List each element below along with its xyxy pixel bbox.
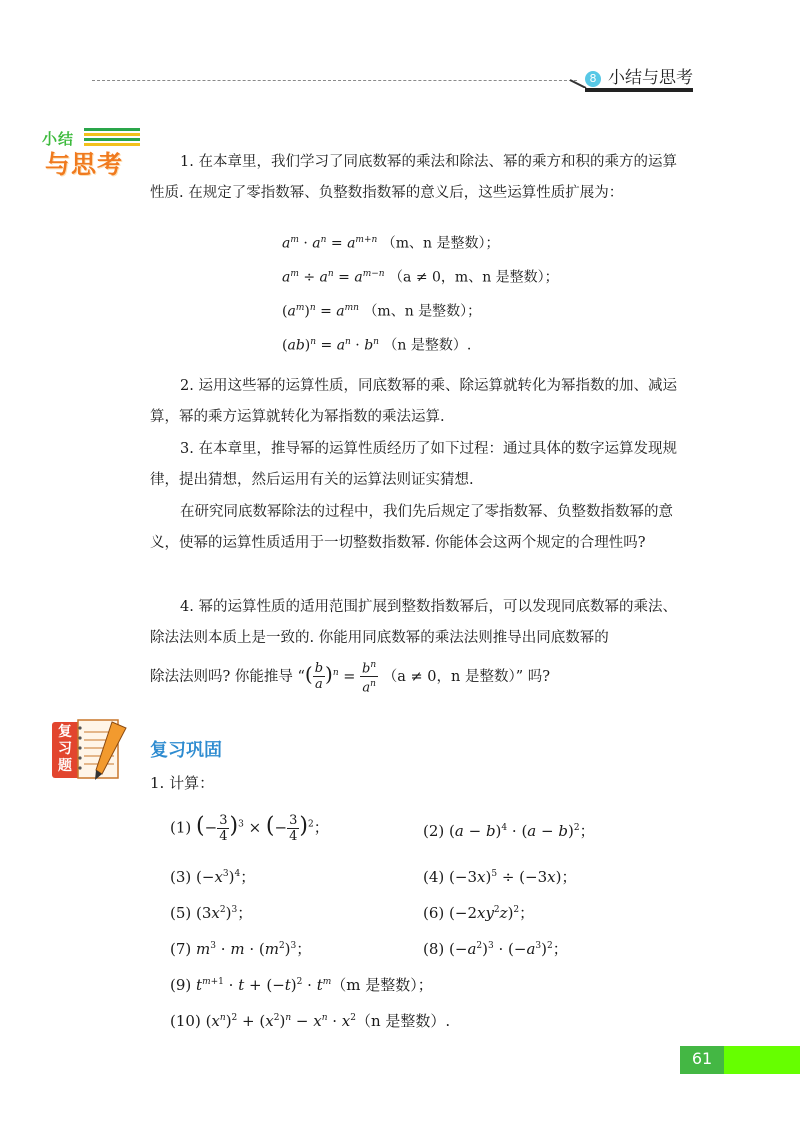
exercise-1-label: (1) [170, 818, 192, 837]
exercise-6-label: (6) [423, 904, 445, 922]
formula-product-note: （m、n 是整数）； [381, 235, 500, 252]
exercise-2: (2) $(a - b)^4 \cdot (a - b)^2$； [423, 822, 595, 840]
review-section-title: 复习巩固 [150, 740, 222, 761]
summary-badge-bottom: 与思考 [45, 150, 124, 179]
page-number: 61 [691, 1049, 713, 1068]
exercise-10: (10) $(x^n)^2 + (x^2)^n - x^n \cdot x^2(n$ 是整数）. [170, 1012, 451, 1030]
summary-badge-top: 小结 [42, 130, 75, 148]
exercise-3: (3) $(-x^3)^4$； [170, 868, 256, 886]
summary-paragraph-2: 2. 运用这些幂的运算性质，同底数幂的乘、除运算就转化为幂指数的加、减运算，幂的乘方运算就转化为幂指数的乘法运算. [150, 378, 677, 425]
header-dashed-rule [92, 80, 577, 81]
exercise-4: (4) $(-3x)^5 \div (-3x)$； [423, 868, 577, 886]
chapter-title: 小结与思考 [608, 68, 693, 88]
formula-product-power: $(ab)^n = a^n \cdot b^n$ （n 是整数）. [282, 337, 472, 354]
formula-product: $a^m \cdot a^n = a^{m+n}$ （m、n 是整数）； [282, 235, 500, 252]
summary-p5-prefix: 除法法则吗? 你能推导 “ [150, 668, 305, 685]
exercise-9-label: (9) [170, 976, 192, 994]
header-underline [585, 88, 693, 92]
chapter-number-badge: 8 [585, 71, 601, 87]
formula-power-note: （m、n 是整数）； [363, 303, 482, 320]
exercise-10-note: （n 是整数）. [356, 1012, 451, 1030]
question-1-title: 1. 计算： [150, 774, 215, 792]
exercise-9-note: （m 是整数）； [331, 976, 433, 994]
exercise-5: (5) $(3x^2)^3$； [170, 904, 253, 922]
review-icon-label: 复习题 [58, 724, 72, 774]
exercise-1: (1) (− $\frac{3}{4}$ )$^3$ × (− $\frac{3}{4}$ )$^2$； [170, 813, 329, 844]
summary-paragraph-4: 在研究同底数幂除法的过程中，我们先后规定了零指数幂、负整数指数幂的意义，使幂的运算性质适用于一切整数指数幂. 你能体会这两个规定的合理性吗? [150, 504, 673, 551]
formula-quotient: $a^m \div a^n = a^{m-n}$ （a ≠ 0，m、n 是整数）； [282, 269, 559, 286]
exercise-8-label: (8) [423, 940, 445, 958]
exercise-6: (6) $(-2xy^2z)^2$； [423, 904, 535, 922]
exercise-7: (7) $m^3 \cdot m \cdot (m^2)^3$； [170, 940, 312, 958]
formula-power: $(a^m)^n = a^{mn}$ （m、n 是整数）； [282, 303, 482, 320]
exercise-4-label: (4) [423, 868, 445, 886]
exercise-5-label: (5) [170, 904, 192, 922]
exercise-7-label: (7) [170, 940, 192, 958]
exercise-8: (8) $(-a^2)^3 \cdot (-a^3)^2$； [423, 940, 568, 958]
summary-paragraph-1: 1. 在本章里，我们学习了同底数幂的乘法和除法、幂的乘方和积的乘方的运算性质. 在规定了零指数幂、负整数指数幂的意义后，这些运算性质扩展为： [150, 154, 677, 201]
badge-stripes-icon [84, 127, 140, 147]
exercise-9: (9) $t^{m+1} \cdot t + (-t)^2 \cdot t^m(m$ 是整数）； [170, 976, 433, 994]
summary-paragraph-3: 3. 在本章里，推导幂的运算性质经历了如下过程：通过具体的数字运算发现规律，提出猜想，然后运用有关的运算法则证实猜想. [150, 441, 677, 488]
exercise-10-label: (10) [170, 1012, 201, 1030]
summary-p5-suffix: （a ≠ 0，n 是整数）” 吗? [382, 668, 550, 685]
formula-quotient-note: （a ≠ 0，m、n 是整数）； [389, 269, 559, 286]
formula-product-power-note: （n 是整数）. [383, 337, 472, 354]
summary-paragraph-5-end: 除法法则吗? 你能推导 “( $\frac{b}{a}$ )$^n$ = $\frac{b^n}{a^n}$ （a ≠ 0，n 是整数）” 吗? [150, 660, 550, 696]
page-number-bar [724, 1046, 800, 1074]
exercise-2-label: (2) [423, 822, 445, 840]
exercise-3-label: (3) [170, 868, 192, 886]
summary-paragraph-5: 4. 幂的运算性质的适用范围扩展到整数指数幂后，可以发现同底数幂的乘法、除法法则本质上是一致的. 你能用同底数幂的乘法法则推导出同底数幂的 [150, 599, 677, 646]
